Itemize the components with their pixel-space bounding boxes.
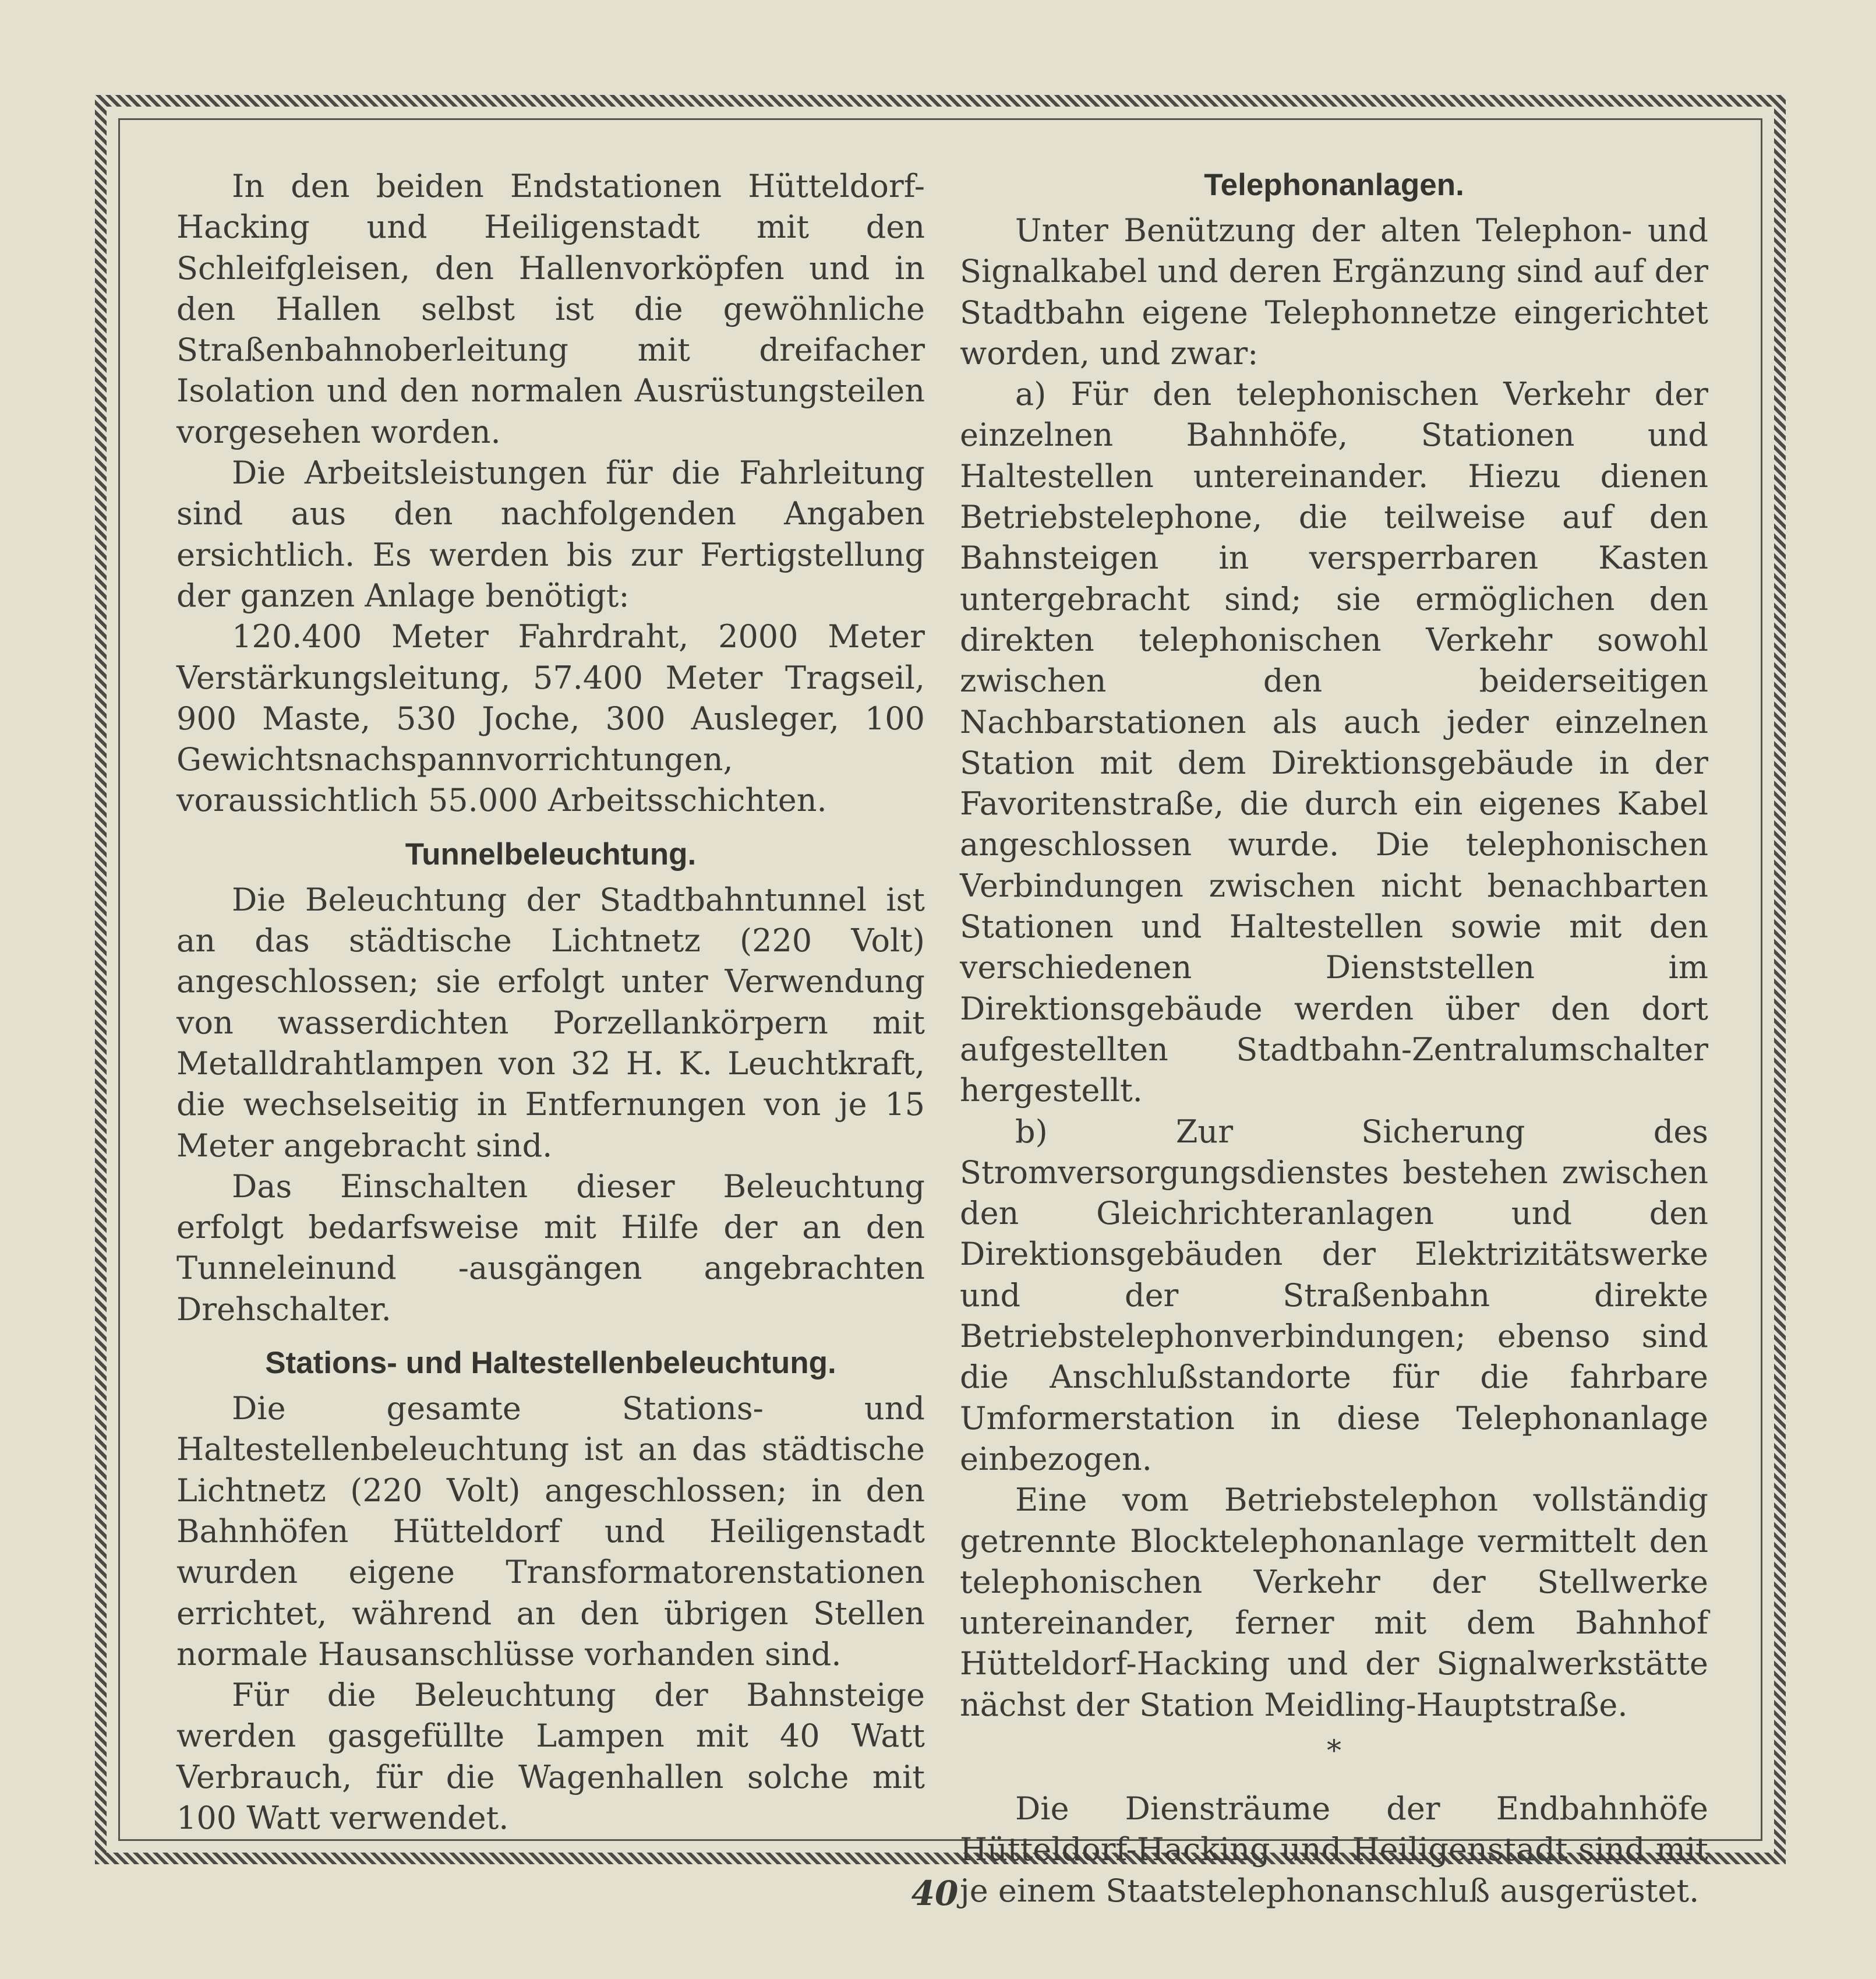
paragraph-station-lighting: Die gesamte Stations- und Haltestellenbeleuchtung ist an das städtische Lichtnetz (220 Volt) angeschlossen; in den Bahnhöfen Hütteldorf und Heiligenstadt wurden eigene Transformatorenstationen errichtet, während an den übrigen Stellen normale Hausanschlüsse vorhanden sind. bbox=[176, 1390, 925, 1673]
paragraph-telephon-b: b) Zur Sicherung des Stromversorgungsdienstes bestehen zwischen den Gleichrichteranlagen und den Direktionsgebäuden der Elektrizitätswerke und der Straßenbahn direkte Betriebstelephonverbindungen; ebenso sind die Anschlußstandorte für die fahrbare Umformerstation in diese Telephonanlage einbezogen. bbox=[960, 1113, 1708, 1477]
paragraph-telephon-intro: Unter Benützung der alten Telephon- und Signalkabel und deren Ergänzung sind auf der Stadtbahn eigene Telephonnetze eingerichtet worden, und zwar: bbox=[960, 212, 1708, 372]
page-number: 40 bbox=[911, 1874, 959, 1913]
right-column bbox=[960, 165, 1708, 1911]
heading-telephonanlagen: Telephonanlagen. bbox=[1204, 168, 1464, 202]
heading-tunnelbeleuchtung: Tunnelbeleuchtung. bbox=[405, 837, 697, 872]
left-column bbox=[176, 166, 925, 1839]
paragraph-endstationen: In den beiden Endstationen Hütteldorf-Hacking und Heiligenstadt mit den Schleifgleisen, den Hallenvorköpfen und in den Hallen selbst ist die gewöhnliche Straßenbahnoberleitung mit dreifacher Isolation und den normalen Ausrüstungsteilen vorgesehen worden. bbox=[176, 168, 925, 450]
paragraph-dienstraeume: Die Diensträume der Endbahnhöfe Hütteldorf-Hacking und Heiligenstadt sind mit je einem Staatstelephonanschluß ausgerüstet. bbox=[960, 1790, 1708, 1909]
heading-stationsbeleuchtung: Stations- und Haltestellenbeleuchtung. bbox=[265, 1346, 836, 1381]
paragraph-tunnel-lighting: Die Beleuchtung der Stadtbahntunnel ist an das städtische Lichtnetz (220 Volt) angeschlossen; sie erfolgt unter Verwendung von wasserdichten Porzellankörpern mit Metalldrahtlampen von 32 H. K. Leuchtkraft, die wechselseitig in Entfernungen von je 15 Meter angebracht sind. bbox=[176, 881, 925, 1164]
paragraph-telephon-a: a) Für den telephonischen Verkehr der einzelnen Bahnhöfe, Stationen und Haltestellen untereinander. Hiezu dienen Betriebstelephone, die teilweise auf den Bahnsteigen in versperrbaren Kasten untergebracht sind; sie ermöglichen den direkten telephonischen Verkehr sowohl zwischen den beiderseitigen Nachbarstationen als auch jeder einzelnen Station mit dem Direktionsgebäude in der Favoritenstraße, die durch ein eigenes Kabel angeschlossen wurde. Die telephonischen Verbindungen zwischen nicht benachbarten Stationen und Haltestellen sowie mit den verschiedenen Dienststellen im Direktionsgebäude werden über den dort aufgestellten Stadtbahn-Zentralumschalter hergestellt. bbox=[960, 376, 1708, 1109]
section-separator: * bbox=[1327, 1733, 1341, 1768]
paragraph-blocktelephon: Eine vom Betriebstelephon vollständig getrennte Blocktelephonanlage vermittelt den telephonischen Verkehr der Stellwerke untereinander, ferner mit dem Bahnhof Hütteldorf-Hacking und der Signalwerkstätte nächst der Station Meidling-Hauptstraße. bbox=[960, 1481, 1708, 1723]
paragraph-arbeitsleistungen: Die Arbeitsleistungen für die Fahrleitung sind aus den nachfolgenden Angaben ersichtlich. Es werden bis zur Fertigstellung der ganzen Anlage benötigt: bbox=[176, 454, 925, 614]
paragraph-tunnel-switching: Das Einschalten dieser Beleuchtung erfolgt bedarfsweise mit Hilfe der an den Tunneleinund -ausgängen angebrachten Drehschalter. bbox=[176, 1167, 925, 1328]
paragraph-material-list: 120.400 Meter Fahrdraht, 2000 Meter Verstärkungsleitung, 57.400 Meter Tragseil, 900 Maste, 530 Joche, 300 Ausleger, 100 Gewichtsnachspannvorrichtungen, voraussichtlich 55.000 Arbeitsschichten. bbox=[176, 618, 925, 819]
paragraph-platform-lamps: Für die Beleuchtung der Bahnsteige werden gasgefüllte Lampen mit 40 Watt Verbrauch, für die Wagenhallen solche mit 100 Watt verwendet. bbox=[176, 1677, 925, 1836]
